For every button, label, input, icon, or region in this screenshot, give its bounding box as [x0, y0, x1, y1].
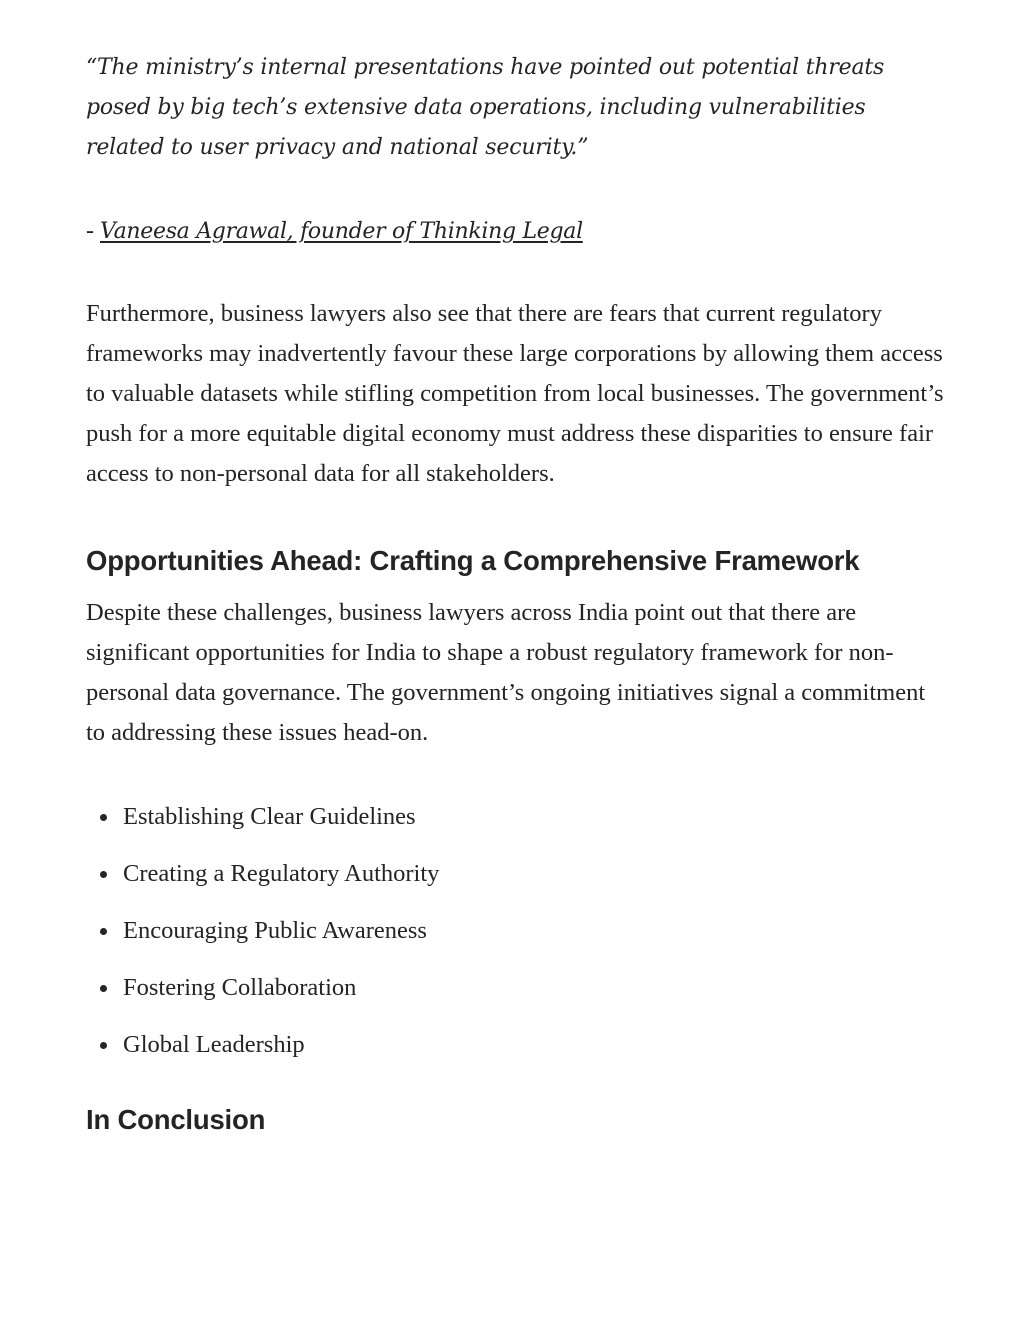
- bullet-icon: [100, 814, 107, 821]
- quote-attribution: [86, 211, 946, 252]
- list-item-label: Creating a Regulatory Authority: [123, 860, 440, 887]
- bullet-icon: [100, 928, 107, 935]
- list-item-label: Global Leadership: [123, 1031, 305, 1058]
- list-item: [86, 1025, 946, 1065]
- list-item: [86, 797, 946, 837]
- heading-opportunities: Opportunities Ahead: Crafting a Comprehensive Framework: [86, 545, 860, 576]
- bullet-icon: [100, 985, 107, 992]
- paragraph-fears: Furthermore, business lawyers also see that there are fears that current regulatory frameworks may inadvertently favour these large corporations by allowing them access to valuable datasets while stifling competition from local businesses. The government’s push for a more equitable digital economy must address these disparities to ensure fair access to non-personal data for all stakeholders.: [86, 300, 944, 487]
- attribution-link[interactable]: Vaneesa Agrawal, founder of Thinking Legal: [100, 219, 583, 244]
- attribution-prefix: -: [86, 218, 100, 244]
- opportunities-list: [86, 797, 946, 1065]
- list-item-label: Establishing Clear Guidelines: [123, 803, 416, 830]
- paragraph-opportunities: Despite these challenges, business lawyers across India point out that there are significant opportunities for India to shape a robust regulatory framework for non-personal data governance. The government’s ongoing initiatives signal a commitment to addressing these issues head-on.: [86, 599, 926, 746]
- list-item-label: Encouraging Public Awareness: [123, 917, 427, 944]
- list-item: [86, 968, 946, 1008]
- bullet-icon: [100, 1042, 107, 1049]
- pull-quote: “The ministry’s internal presentations have pointed out potential threats posed by big tech’s extensive data operations, including vulnerabilities related to user privacy and national security.”: [86, 55, 885, 160]
- article-body: [86, 48, 946, 1138]
- list-item: [86, 911, 946, 951]
- heading-conclusion: In Conclusion: [86, 1104, 266, 1135]
- list-item: [86, 854, 946, 894]
- bullet-icon: [100, 871, 107, 878]
- list-item-label: Fostering Collaboration: [123, 974, 357, 1001]
